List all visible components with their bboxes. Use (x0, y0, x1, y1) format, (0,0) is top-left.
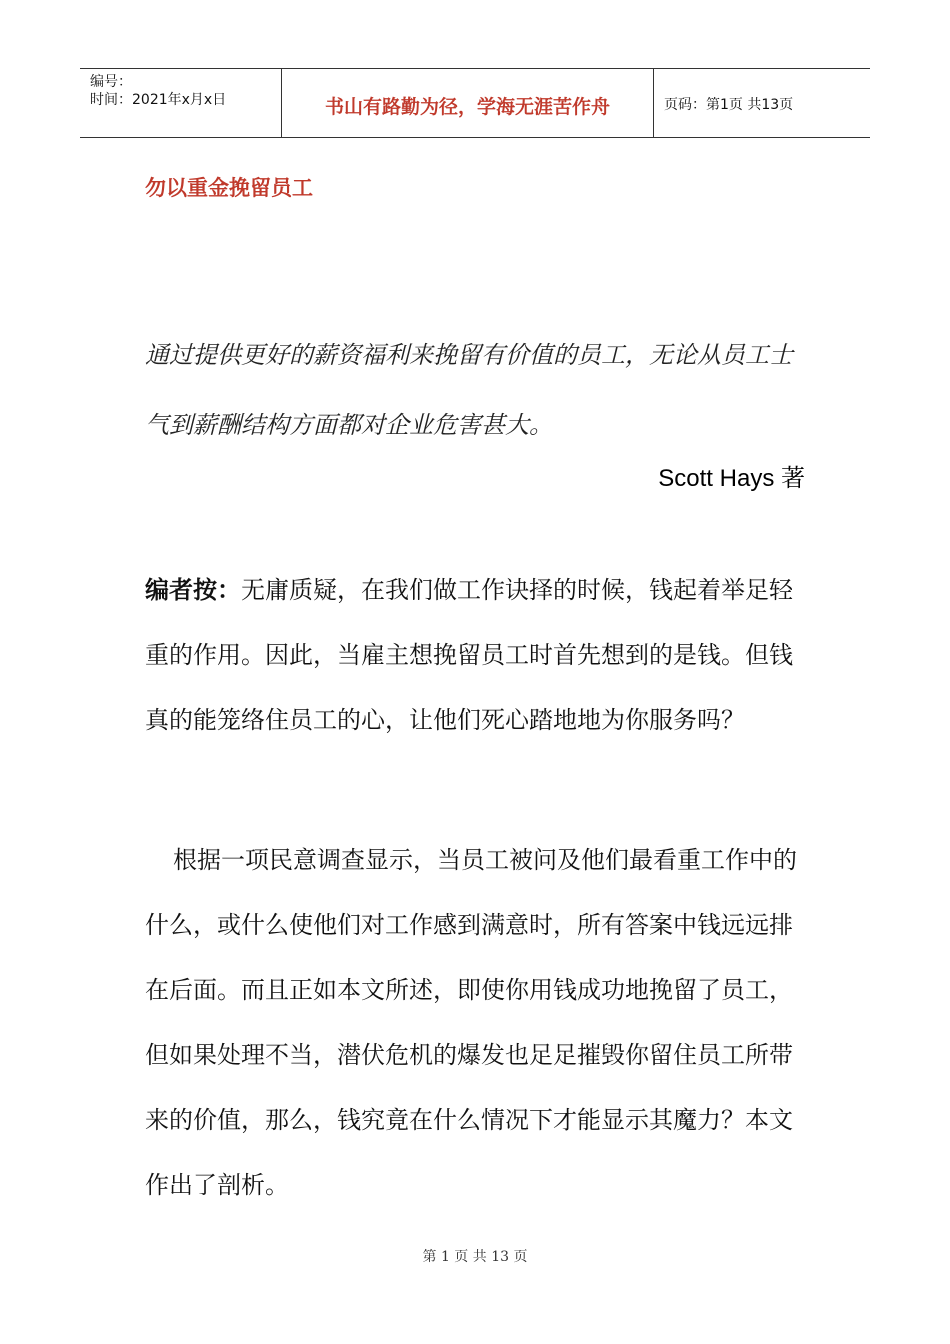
document-number-label: 编号： (90, 74, 132, 90)
header-meta (80, 69, 282, 137)
article-author: Scott Hays 著 (658, 465, 805, 492)
page-footer: 第 1 页 共 13 页 (422, 1249, 528, 1265)
editor-note-label: 编者按： (145, 575, 241, 604)
editor-note-text: 无庸质疑，在我们做工作诀择的时候，钱起着举足轻重的作用。因此，当雇主想挽留员工时首先想到的是钱。但钱真的能笼络住员工的心，让他们死心踏地地为你服务吗？ (145, 576, 793, 734)
body-paragraph-text: 根据一项民意调查显示，当员工被问及他们最看重工作中的什么，或什么使他们对工作感到满意时，所有答案中钱远远排在后面。而且正如本文所述，即使你用钱成功地挽留了员工，但如果处理不当，潜伏危机的爆发也足足摧毁你留住员工所带来的价值，那么，钱究竟在什么情况下才能显示其魔力？本文作出了剖析。 (145, 846, 797, 1199)
page-header (80, 68, 870, 138)
document-time-label: 时间：2021年x月x日 (90, 92, 227, 108)
article-title: 勿以重金挽留员工 (145, 176, 313, 200)
editor-note-paragraph (145, 557, 805, 753)
header-motto: 书山有路勤为径，学海无涯苦作舟 (282, 69, 654, 137)
header-page-info: 页码：第1页 共13页 (664, 97, 794, 113)
article-abstract: 通过提供更好的薪资福利来挽留有价值的员工，无论从员工士气到薪酬结构方面都对企业危害甚大。 (145, 341, 793, 439)
body-paragraph (145, 828, 805, 1218)
